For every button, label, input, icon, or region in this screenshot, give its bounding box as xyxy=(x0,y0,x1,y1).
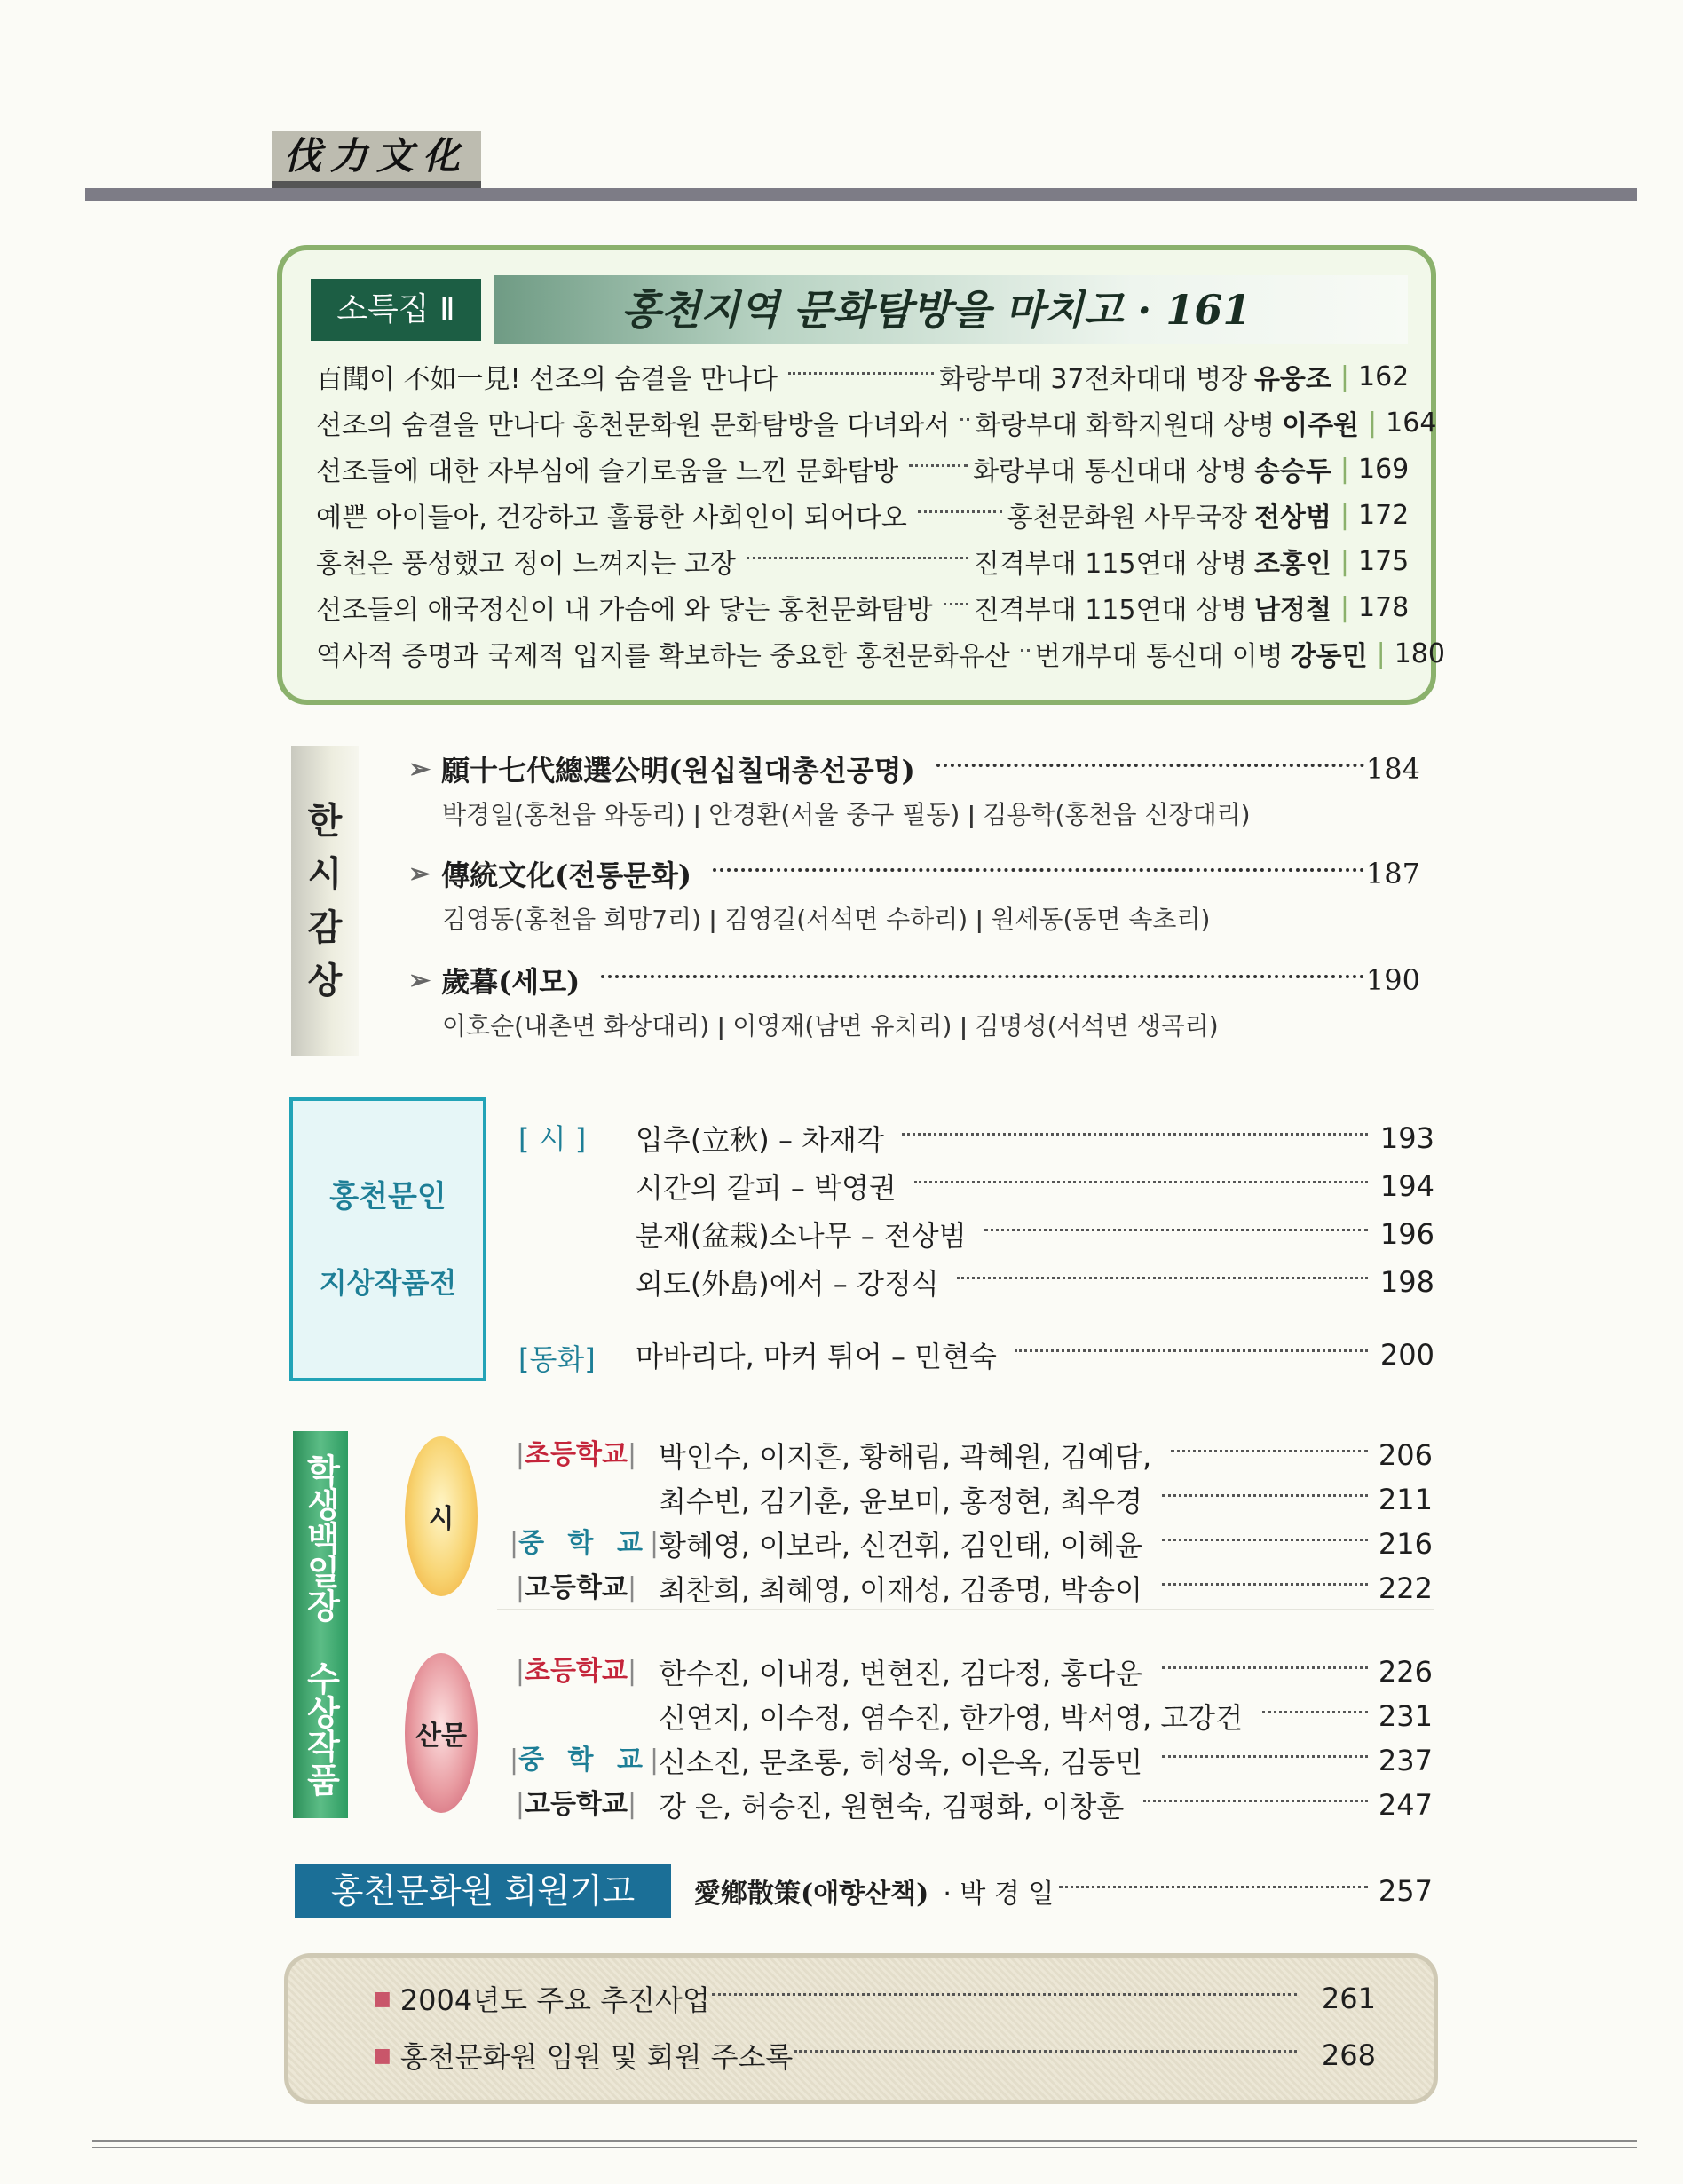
feature-title: 홍천지역 문화탐방을 마치고 · 161 xyxy=(621,286,1252,334)
member-contribution-badge: 홍천문화원 회원기고 xyxy=(295,1864,671,1918)
leader-dots xyxy=(712,1993,1297,1996)
prose-category-oval xyxy=(405,1653,478,1813)
awards-label-text: 학생백일장 수상작품 xyxy=(301,1453,340,1796)
separator-bar: | xyxy=(1368,407,1378,439)
school-level-elementary: |초등학교| xyxy=(515,1656,637,1687)
feature-item-author: 전상범 xyxy=(1253,502,1331,534)
literati-item-title: 외도(外島)에서 – 강정식 xyxy=(636,1267,939,1301)
award-row[interactable] xyxy=(659,1738,1433,1783)
feature-item[interactable] xyxy=(316,494,1408,536)
hanshi-label-char: 감 xyxy=(307,907,343,948)
hanshi-label-char: 상 xyxy=(307,961,343,1001)
school-level-high: |고등학교| xyxy=(515,1572,637,1603)
leader-dots xyxy=(601,975,1364,978)
member-contribution-item[interactable] xyxy=(694,1866,1433,1916)
award-row[interactable] xyxy=(659,1694,1433,1738)
literati-label-line1: 홍천문인 xyxy=(329,1179,446,1215)
award-page: 206 xyxy=(1378,1438,1433,1472)
leader-dots xyxy=(902,1133,1368,1136)
leader-dots xyxy=(957,1277,1368,1279)
feature-item-title: 선조의 숨결을 만나다 홍천문화원 문화탐방을 다녀와서 xyxy=(316,410,951,441)
feature-item-author: 유웅조 xyxy=(1253,364,1331,395)
literati-item-title: 시간의 갈피 – 박영권 xyxy=(636,1171,897,1205)
literati-item-page: 194 xyxy=(1379,1169,1434,1203)
feature-item-author: 조홍인 xyxy=(1253,549,1331,580)
hanshi-item-authors: 박경일(홍천읍 와동리) ǀ 안경환(서울 중구 필동) ǀ 김용학(홍천읍 신장대리) xyxy=(442,800,1251,829)
feature-item[interactable] xyxy=(316,632,1445,675)
member-item-page: 257 xyxy=(1378,1874,1433,1908)
feature-item[interactable] xyxy=(316,401,1437,444)
hanshi-item-page: 190 xyxy=(1365,963,1420,997)
poem-category-label: 시 xyxy=(428,1504,454,1535)
school-level-text: 초등학교 xyxy=(525,1439,628,1470)
feature-item-affiliation: 화랑부대 통신대대 상병 xyxy=(973,456,1247,487)
award-row[interactable] xyxy=(659,1522,1433,1566)
award-row[interactable] xyxy=(659,1650,1433,1694)
leader-dots xyxy=(960,418,969,421)
literati-item[interactable] xyxy=(636,1332,1434,1378)
poem-category-oval xyxy=(405,1436,478,1596)
literati-section-label-box xyxy=(289,1097,486,1381)
feature-item-author: 송승두 xyxy=(1253,456,1331,487)
feature-item-title: 선조들에 대한 자부심에 슬기로움을 느낀 문화탐방 xyxy=(316,456,899,487)
leader-dots xyxy=(1015,1349,1368,1352)
separator-bar: | xyxy=(1376,637,1386,669)
appendix-item[interactable] xyxy=(373,1976,1376,2021)
appendix-item-title: 홍천문화원 임원 및 회원 주소록 xyxy=(399,2040,794,2074)
literati-item[interactable] xyxy=(636,1115,1434,1161)
header-rule xyxy=(85,188,1637,201)
award-names: 한수진, 이내경, 변현진, 김다정, 홍다운 xyxy=(659,1657,1143,1690)
award-names: 박인수, 이지흔, 황해림, 곽혜원, 김예담, xyxy=(659,1440,1152,1474)
leader-dots xyxy=(1143,1800,1368,1802)
feature-item-page: 164 xyxy=(1386,407,1437,439)
leader-dots xyxy=(1162,1666,1368,1669)
leader-dots xyxy=(1162,1583,1368,1586)
leader-dots xyxy=(1021,649,1030,652)
prose-category-label: 산문 xyxy=(415,1721,467,1752)
logo-underline xyxy=(272,181,481,188)
leader-dots xyxy=(1059,1886,1368,1888)
feature-item-page: 180 xyxy=(1394,637,1445,669)
footer-rule xyxy=(92,2140,1637,2142)
school-level-middle: |중 학 교| xyxy=(510,1745,660,1776)
feature-item[interactable] xyxy=(316,540,1408,582)
literati-item-page: 196 xyxy=(1379,1217,1434,1251)
member-item-author: · 박 경 일 xyxy=(943,1879,1055,1910)
feature-item-author: 남정철 xyxy=(1253,595,1331,626)
award-page: 222 xyxy=(1378,1571,1433,1605)
feature-item-affiliation: 진격부대 115연대 상병 xyxy=(973,595,1247,626)
literati-item-title: 분재(盆栽)소나무 – 전상범 xyxy=(636,1219,967,1253)
bullet-square-icon: ■ xyxy=(373,2044,391,2067)
separator-bar: | xyxy=(1339,453,1349,485)
feature-item-page: 175 xyxy=(1358,545,1410,577)
award-names: 강 은, 허승진, 원현숙, 김평화, 이창훈 xyxy=(659,1790,1125,1824)
literati-item-page: 198 xyxy=(1379,1265,1434,1299)
genre-fairy-tale-label: [동화] xyxy=(518,1342,596,1376)
leader-dots xyxy=(1162,1494,1368,1497)
feature-item-title: 홍천은 풍성했고 정이 느껴지는 고장 xyxy=(316,549,736,580)
leader-dots xyxy=(944,603,968,605)
literati-item[interactable] xyxy=(636,1211,1434,1257)
award-row[interactable] xyxy=(659,1566,1433,1610)
hanshi-item-authors: 김영동(홍천읍 희망7리) ǀ 김영길(서석면 수하리) ǀ 원세동(동면 속초리) xyxy=(442,905,1211,934)
feature-item-title: 역사적 증명과 국제적 입지를 확보하는 중요한 홍천문화유산 xyxy=(316,641,1010,672)
member-item-title: 愛鄕散策(애향산책) xyxy=(694,1879,929,1910)
leader-dots xyxy=(909,464,968,467)
award-names: 최수빈, 김기훈, 윤보미, 홍정현, 최우경 xyxy=(659,1484,1143,1518)
awards-divider xyxy=(497,1609,1434,1610)
literati-item[interactable] xyxy=(636,1259,1434,1305)
literati-item-title: 입추(立秋) – 차재각 xyxy=(636,1123,884,1157)
feature-item-affiliation: 화랑부대 37전차대대 병장 xyxy=(938,364,1247,395)
school-level-text: 초등학교 xyxy=(525,1656,628,1687)
appendix-item-page: 268 xyxy=(1321,2038,1376,2072)
school-level-high: |고등학교| xyxy=(515,1789,637,1820)
feature-item-page: 169 xyxy=(1358,453,1410,485)
feature-item[interactable] xyxy=(316,355,1408,398)
award-row[interactable] xyxy=(659,1783,1433,1827)
school-level-elementary: |초등학교| xyxy=(515,1439,637,1470)
leader-dots xyxy=(936,764,1364,767)
leader-dots xyxy=(914,1181,1368,1183)
award-row[interactable] xyxy=(659,1433,1433,1477)
feature-item-affiliation: 홍천문화원 사무국장 xyxy=(1007,502,1247,534)
feature-item-title: 선조들의 애국정신이 내 가슴에 와 닿는 홍천문화탐방 xyxy=(316,595,933,626)
feature-item-affiliation: 화랑부대 화학지원대 상병 xyxy=(975,410,1276,441)
separator-bar: | xyxy=(1339,591,1349,623)
hanshi-label-char: 시 xyxy=(307,854,343,895)
feature-item-page: 178 xyxy=(1358,591,1410,623)
award-page: 231 xyxy=(1378,1699,1433,1733)
hanshi-item-title: 歲暮(세모) xyxy=(441,965,581,999)
literati-item-page: 200 xyxy=(1379,1338,1434,1372)
leader-dots xyxy=(1262,1711,1368,1713)
magazine-logo: 伐力文化 xyxy=(272,131,481,181)
school-level-middle: |중 학 교| xyxy=(510,1528,660,1559)
arrow-icon: ➢ xyxy=(408,858,431,890)
award-names: 신연지, 이수정, 염수진, 한가영, 박서영, 고강건 xyxy=(659,1701,1244,1735)
leader-dots xyxy=(1162,1755,1368,1758)
hanshi-item-title: 傳統文化(전통문화) xyxy=(441,859,692,892)
feature-badge: 소특집 Ⅱ xyxy=(311,279,481,341)
leader-dots xyxy=(1162,1539,1368,1541)
feature-item[interactable] xyxy=(316,447,1408,490)
feature-item-title: 예쁜 아이들아, 건강하고 훌륭한 사회인이 되어다오 xyxy=(316,502,907,534)
hanshi-section-label xyxy=(291,746,359,1056)
literati-item[interactable] xyxy=(636,1163,1434,1209)
award-names: 최찬희, 최혜영, 이재성, 김종명, 박송이 xyxy=(659,1573,1143,1607)
award-page: 247 xyxy=(1378,1788,1433,1822)
separator-bar: | xyxy=(1339,499,1349,531)
appendix-item-title: 2004년도 주요 추진사업 xyxy=(399,1983,710,2017)
hanshi-item-title: 願十七代總選公明(원십칠대총선공명) xyxy=(441,754,915,787)
award-page: 226 xyxy=(1378,1655,1433,1689)
hanshi-item-authors: 이호순(내촌면 화상대리) ǀ 이영재(남면 유치리) ǀ 김명성(서석면 생곡리) xyxy=(442,1011,1219,1041)
award-row[interactable] xyxy=(659,1477,1433,1522)
hanshi-label-char: 한 xyxy=(307,801,343,842)
leader-dots xyxy=(1171,1450,1368,1452)
leader-dots xyxy=(747,557,968,559)
leader-dots xyxy=(713,868,1364,872)
hanshi-item-page: 187 xyxy=(1365,857,1420,890)
award-page: 237 xyxy=(1378,1744,1433,1777)
arrow-icon: ➢ xyxy=(408,964,431,996)
feature-item-page: 172 xyxy=(1358,499,1410,531)
footer-rule xyxy=(92,2147,1637,2148)
leader-dots xyxy=(794,2050,1297,2053)
feature-item-title: 百聞이 不如一見! 선조의 숨결을 만나다 xyxy=(316,364,778,395)
feature-item-author: 이주원 xyxy=(1282,410,1360,441)
feature-item-page: 162 xyxy=(1358,360,1410,392)
genre-poem-label: [ 시 ] xyxy=(518,1122,587,1156)
hanshi-item[interactable] xyxy=(408,957,1420,1003)
school-level-text: 중 학 교 xyxy=(518,1528,650,1559)
award-names: 신소진, 문초롱, 허성욱, 이은옥, 김동민 xyxy=(659,1745,1143,1779)
school-level-text: 고등학교 xyxy=(525,1789,628,1820)
feature-item-affiliation: 번개부대 통신대 이병 xyxy=(1034,641,1284,672)
hanshi-item[interactable] xyxy=(408,851,1420,897)
literati-item-page: 193 xyxy=(1379,1121,1434,1155)
award-page: 211 xyxy=(1378,1483,1433,1516)
feature-item-author: 강동민 xyxy=(1290,641,1368,672)
school-level-text: 고등학교 xyxy=(525,1572,628,1603)
hanshi-item-page: 184 xyxy=(1365,752,1420,786)
bullet-square-icon: ■ xyxy=(373,1987,391,2010)
literati-label-line2: 지상작품전 xyxy=(319,1266,457,1300)
feature-item[interactable] xyxy=(316,586,1408,629)
hanshi-item[interactable] xyxy=(408,746,1420,792)
separator-bar: | xyxy=(1339,360,1349,392)
leader-dots xyxy=(788,372,934,375)
arrow-icon: ➢ xyxy=(408,753,431,785)
award-page: 216 xyxy=(1378,1527,1433,1561)
leader-dots xyxy=(918,510,1002,513)
feature-item-affiliation: 진격부대 115연대 상병 xyxy=(973,549,1247,580)
appendix-item-page: 261 xyxy=(1321,1982,1376,2015)
school-level-text: 중 학 교 xyxy=(518,1745,650,1776)
award-names: 황혜영, 이보라, 신건휘, 김인태, 이혜윤 xyxy=(659,1529,1143,1563)
literati-item-title: 마바리다, 마커 튀어 – 민현숙 xyxy=(636,1340,997,1373)
awards-section-label xyxy=(293,1431,348,1818)
appendix-item[interactable] xyxy=(373,2033,1376,2077)
separator-bar: | xyxy=(1339,545,1349,577)
leader-dots xyxy=(984,1229,1368,1231)
